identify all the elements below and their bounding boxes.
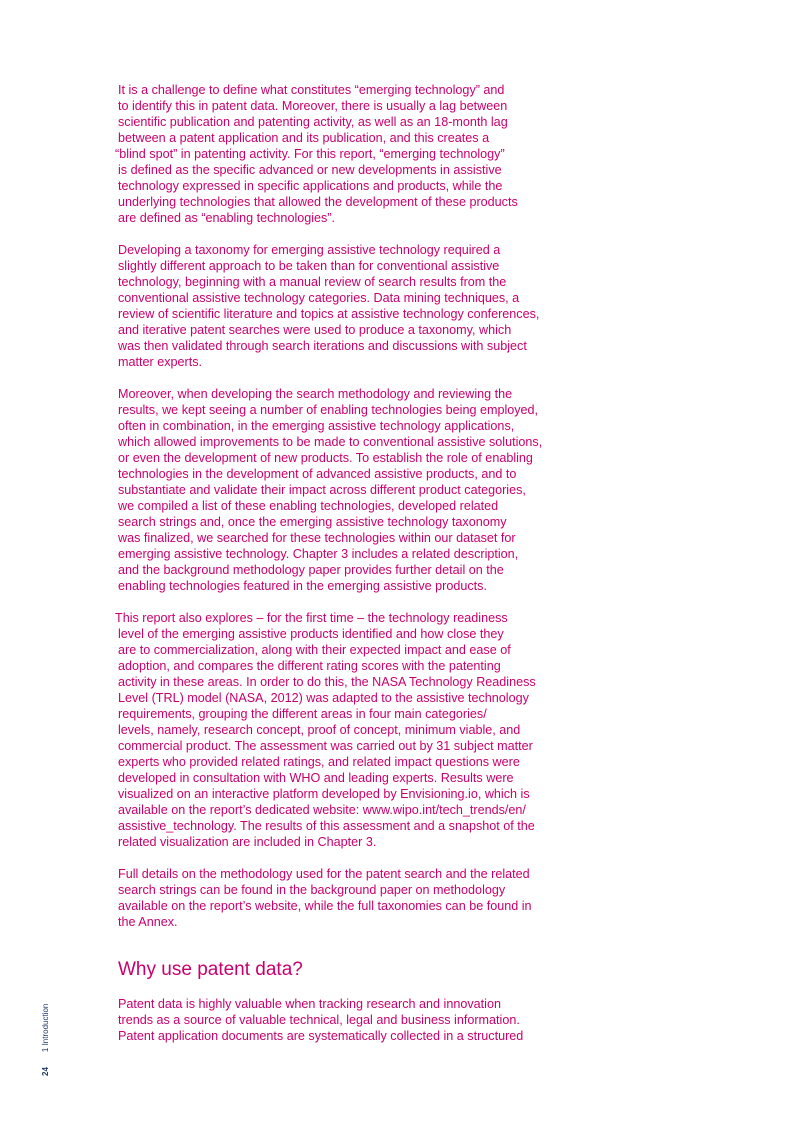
text-line: we compiled a list of these enabling technologies, developed related bbox=[118, 499, 499, 513]
text-line: available on the report’s website, while the full taxonomies can be found in bbox=[118, 899, 532, 913]
text-line: enabling technologies featured in the emerging assistive products. bbox=[118, 579, 487, 593]
text-line: It is a challenge to define what constitutes “emerging technology” and bbox=[118, 83, 505, 97]
text-line: Moreover, when developing the search methodology and reviewing the bbox=[118, 387, 513, 401]
text-line: activity in these areas. In order to do this, the NASA Technology Readiness bbox=[118, 675, 536, 689]
text-line: underlying technologies that allowed the development of these products bbox=[118, 195, 518, 209]
text-line: is defined as the specific advanced or new developments in assistive bbox=[118, 163, 502, 177]
main-text-column bbox=[115, 82, 576, 1060]
text-line: levels, namely, research concept, proof of concept, minimum viable, and bbox=[118, 723, 521, 737]
section-heading: Why use patent data? bbox=[118, 959, 303, 980]
paragraph-enabling-technologies bbox=[118, 386, 576, 594]
text-line: Patent application documents are systematically collected in a structured bbox=[118, 1029, 524, 1043]
text-line: assistive_technology. The results of this assessment and a snapshot of the bbox=[118, 819, 535, 833]
text-line: are to commercialization, along with their expected impact and ease of bbox=[118, 643, 511, 657]
text-line: related visualization are included in Chapter 3. bbox=[118, 835, 377, 849]
chapter-label: 1 Introduction bbox=[41, 1003, 50, 1053]
text-line: Full details on the methodology used for the patent search and the related bbox=[118, 867, 530, 881]
page-number: 24 bbox=[41, 1067, 50, 1076]
text-line: search strings can be found in the background paper on methodology bbox=[118, 883, 506, 897]
text-line: level of the emerging assistive products identified and how close they bbox=[118, 627, 504, 641]
text-line: was finalized, we searched for these technologies within our dataset for bbox=[118, 531, 516, 545]
text-line: often in combination, in the emerging assistive technology applications, bbox=[118, 419, 515, 433]
text-line: emerging assistive technology. Chapter 3 includes a related description, bbox=[118, 547, 519, 561]
text-line: matter experts. bbox=[118, 355, 202, 369]
text-line: experts who provided related ratings, and related impact questions were bbox=[118, 755, 520, 769]
text-line: between a patent application and its publication, and this creates a bbox=[118, 131, 490, 145]
text-line: developed in consultation with WHO and leading experts. Results were bbox=[118, 771, 514, 785]
text-line: conventional assistive technology categories. Data mining techniques, a bbox=[118, 291, 520, 305]
text-line: search strings and, once the emerging assistive technology taxonomy bbox=[118, 515, 507, 529]
text-line: to identify this in patent data. Moreover, there is usually a lag between bbox=[118, 99, 508, 113]
text-line: was then validated through search iterations and discussions with subject bbox=[118, 339, 527, 353]
paragraph-methodology-details bbox=[118, 866, 576, 930]
paragraph-emerging-technology-definition bbox=[115, 82, 576, 226]
text-line: visualized on an interactive platform developed by Envisioning.io, which is bbox=[118, 787, 530, 801]
text-line: adoption, and compares the different rating scores with the patenting bbox=[118, 659, 501, 673]
text-line: substantiate and validate their impact across different product categories, bbox=[118, 483, 526, 497]
text-line: scientific publication and patenting activity, as well as an 18-month lag bbox=[118, 115, 508, 129]
text-line: requirements, grouping the different areas in four main categories/ bbox=[118, 707, 487, 721]
text-line: commercial product. The assessment was carried out by 31 subject matter bbox=[118, 739, 533, 753]
paragraph-taxonomy-development bbox=[118, 242, 576, 370]
text-line: technology expressed in specific applications and products, while the bbox=[118, 179, 503, 193]
text-line: the Annex. bbox=[118, 915, 178, 929]
text-line: trends as a source of valuable technical, legal and business information. bbox=[118, 1013, 520, 1027]
text-line: slightly different approach to be taken than for conventional assistive bbox=[118, 259, 500, 273]
text-line: “blind spot” in patenting activity. For this report, “emerging technology” bbox=[115, 147, 505, 161]
text-line: or even the development of new products. To establish the role of enabling bbox=[118, 451, 533, 465]
text-line: This report also explores – for the first time – the technology readiness bbox=[115, 611, 508, 625]
text-line: Developing a taxonomy for emerging assistive technology required a bbox=[118, 243, 501, 257]
text-line: technology, beginning with a manual review of search results from the bbox=[118, 275, 507, 289]
text-line: which allowed improvements to be made to conventional assistive solutions, bbox=[118, 435, 543, 449]
text-line: technologies in the development of advanced assistive products, and to bbox=[118, 467, 517, 481]
text-line: available on the report’s dedicated website: www.wipo.int/tech_trends/en/ bbox=[118, 803, 526, 817]
text-line: review of scientific literature and topics at assistive technology conferences, bbox=[118, 307, 540, 321]
text-line: Patent data is highly valuable when tracking research and innovation bbox=[118, 997, 501, 1011]
text-line: are defined as “enabling technologies”. bbox=[118, 211, 336, 225]
text-line: and iterative patent searches were used to produce a taxonomy, which bbox=[118, 323, 512, 337]
text-line: and the background methodology paper provides further detail on the bbox=[118, 563, 504, 577]
paragraph-technology-readiness bbox=[115, 610, 576, 850]
text-line: results, we kept seeing a number of enabling technologies being employed, bbox=[118, 403, 539, 417]
chapter-sidebar bbox=[29, 980, 50, 1076]
text-line: Level (TRL) model (NASA, 2012) was adapted to the assistive technology bbox=[118, 691, 529, 705]
paragraph-patent-data-value bbox=[118, 996, 576, 1044]
